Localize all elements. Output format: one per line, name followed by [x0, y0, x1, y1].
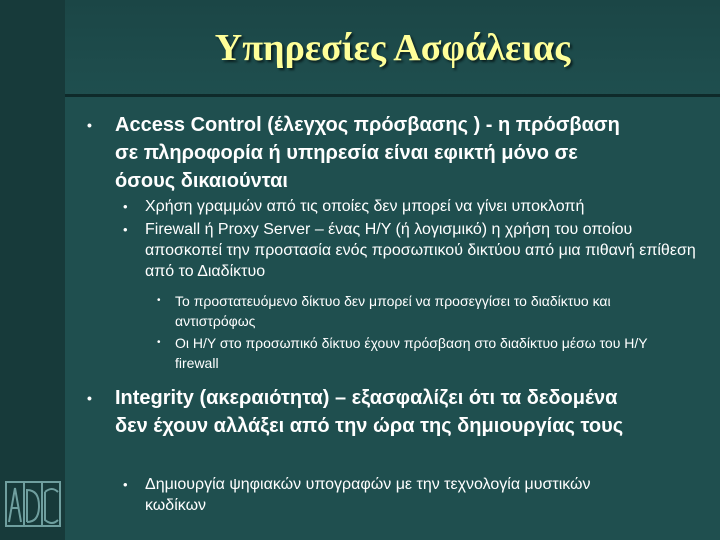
- slide-title: Υπηρεσίες Ασφάλειας: [214, 27, 571, 69]
- bullet-marker: •: [123, 477, 128, 492]
- bullet-marker: •: [87, 117, 92, 133]
- bullet-marker: •: [157, 295, 161, 306]
- bullet-marker: •: [87, 390, 92, 406]
- bullet-marker: •: [123, 199, 128, 214]
- bullet-text: Χρήση γραμμών από τις οποίες δεν μπορεί να γίνει υποκλοπή: [145, 198, 585, 215]
- bullet-digital-signatures: [123, 474, 645, 516]
- bullet-private-network-access: [157, 333, 675, 373]
- bullet-text: Το προστατευόμενο δίκτυο δεν μπορεί να προσεγγίσει το διαδίκτυο και αντιστρόφως: [175, 293, 611, 329]
- bullet-access-control: [87, 111, 635, 195]
- bullet-text: Firewall ή Proxy Server – ένας Η/Υ (ή λογισμικό) η χρήση του οποίου αποσκοπεί την προστασία ενός προσωπικού δικτύου από μια πιθανή επίθεση από το Διαδίκτυο: [145, 221, 696, 280]
- bullet-text: Access Control (έλεγχος πρόσβασης ) - η πρόσβαση σε πληροφορία ή υπηρεσία είναι εφικτή μόνο σε όσους δικαιούνται: [115, 114, 620, 192]
- bullet-integrity: [87, 384, 645, 440]
- bullet-protected-network: [157, 291, 665, 331]
- bullet-marker: •: [157, 337, 161, 348]
- bullet-text: Integrity (ακεραιότητα) – εξασφαλίζει ότι τα δεδομένα δεν έχουν αλλάξει από την ώρα της δημιουργίας τους: [115, 387, 624, 437]
- bullet-marker: •: [123, 222, 128, 237]
- bullet-text: Οι Η/Υ στο προσωπικό δίκτυο έχουν πρόσβαση στο διαδίκτυο μέσω του Η/Υ firewall: [175, 335, 648, 371]
- bullet-lines: [123, 196, 705, 217]
- bullet-text: Δημιουργία ψηφιακών υπογραφών με την τεχνολογία μυστικών κωδίκων: [145, 476, 591, 514]
- bullet-firewall: [123, 219, 700, 282]
